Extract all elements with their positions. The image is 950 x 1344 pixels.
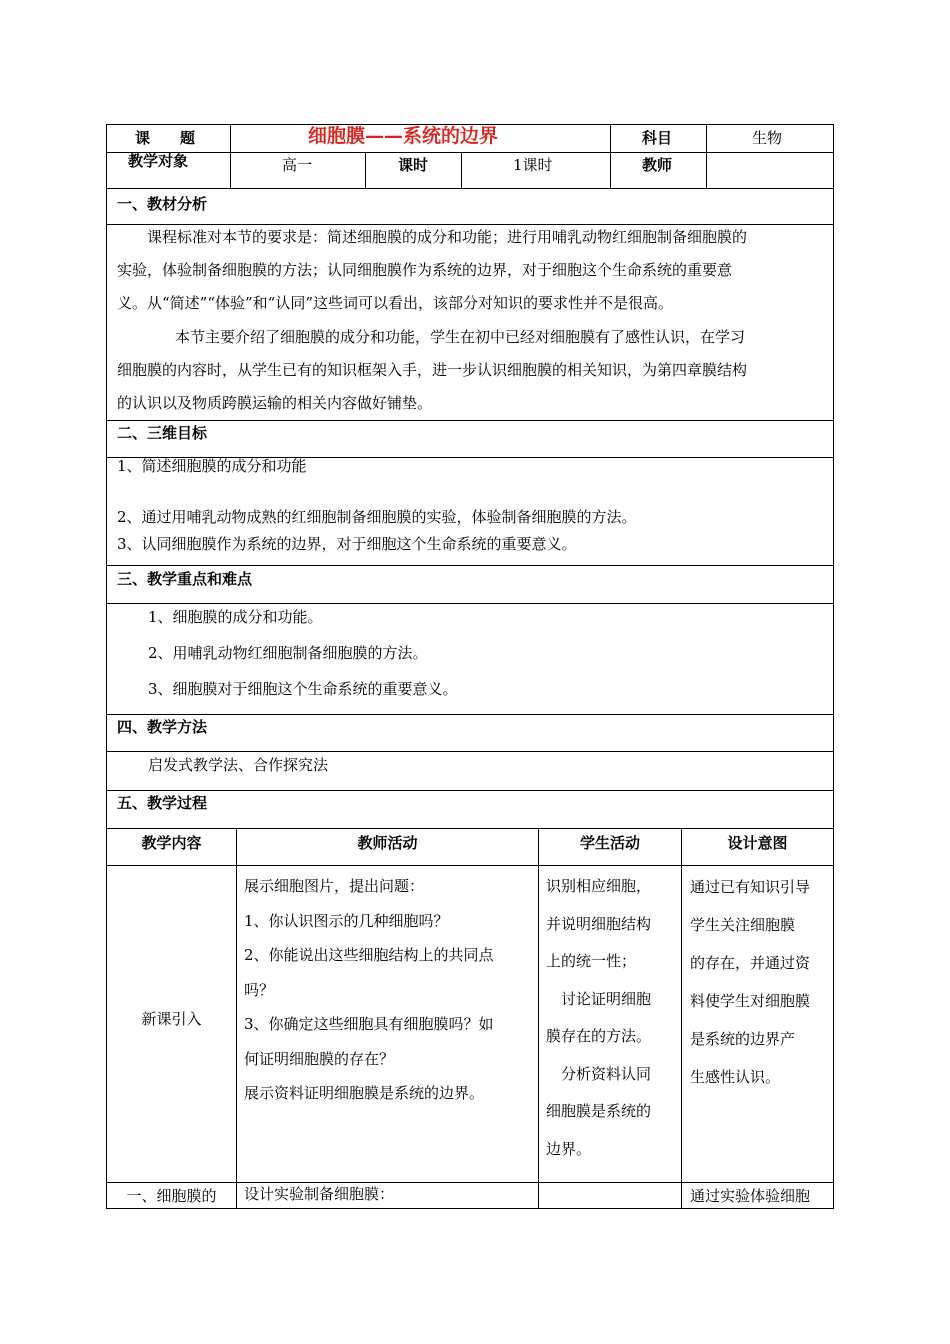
subject-label: 科目 (642, 129, 673, 147)
intent-line: 生感性认识。 (690, 1068, 781, 1086)
keypoint-item-1: 1、细胞膜的成分和功能。 (148, 608, 323, 626)
row2-content: 一、细胞膜的 (126, 1187, 217, 1205)
section-5-heading: 五、教学过程 (117, 794, 208, 812)
student-line: 讨论证明细胞 (546, 989, 652, 1008)
student-line: 并说明细胞结构 (546, 914, 652, 933)
row2-student-cell (538, 1182, 682, 1209)
s1-p2-line: 的认识以及物质跨膜运输的相关内容做好铺垫。 (117, 394, 433, 412)
s1-p1-line: 课程标准对本节的要求是：简述细胞膜的成分和功能；进行用哺乳动物红细胞制备细胞膜的 (147, 228, 748, 246)
hours-value: 1课时 (513, 156, 553, 174)
keypoint-item-2: 2、用哺乳动物红细胞制备细胞膜的方法。 (148, 644, 428, 662)
section-3-heading: 三、教学重点和难点 (117, 570, 253, 588)
intent-line: 是系统的边界产 (690, 1030, 796, 1048)
row1-teacher-activity (244, 869, 494, 1111)
teacher-line: 展示细胞图片，提出问题： (244, 877, 425, 895)
process-header-intent: 设计意图 (727, 834, 788, 852)
section-2-heading: 二、三维目标 (117, 424, 208, 442)
teacher-line: 1、你认识图示的几种细胞吗？ (244, 911, 449, 930)
s1-p2-line: 细胞膜的内容时，从学生已有的知识框架入手，进一步认识细胞膜的相关知识，为第四章膜结构 (117, 361, 748, 379)
teacher-label: 教师 (642, 156, 673, 174)
page-title: 细胞膜——系统的边界 (308, 125, 499, 147)
student-line: 膜存在的方法。 (546, 1027, 652, 1045)
student-line: 上的统一性； (546, 952, 637, 970)
row1-student-activity (546, 868, 651, 1168)
s1-p1-line: 实验，体验制备细胞膜的方法；认同细胞膜作为系统的边界，对于细胞这个生命系统的重要意 (117, 261, 733, 279)
section-1-heading: 一、教材分析 (117, 195, 208, 213)
goal-item-3: 3、认同细胞膜作为系统的边界，对于细胞这个生命系统的重要意义。 (117, 535, 577, 553)
goal-item-2: 2、通过用哺乳动物成熟的红细胞制备细胞膜的实验，体验制备细胞膜的方法。 (117, 508, 637, 526)
teacher-line: 展示资料证明细胞膜是系统的边界。 (244, 1084, 485, 1102)
section-2-heading-cell (106, 420, 834, 458)
intent-line: 的存在，并通过资 (690, 954, 811, 972)
student-line: 细胞膜是系统的 (546, 1102, 652, 1120)
audience-value: 高一 (282, 156, 313, 174)
row2-teacher-activity: 设计实验制备细胞膜： (244, 1185, 395, 1203)
keypoint-item-3: 3、细胞膜对于细胞这个生命系统的重要意义。 (148, 680, 458, 698)
section-1-heading-cell (106, 188, 834, 225)
student-line: 识别相应细胞， (546, 877, 652, 895)
s1-p1-line: 义。从“简述”“体验”和“认同”这些词可以看出，该部分对知识的要求性并不是很高。 (117, 294, 674, 312)
teacher-line: 3、你确定这些细胞具有细胞膜吗？如 (244, 1015, 494, 1033)
section-1-paragraph-2 (117, 321, 829, 420)
hours-label: 课时 (398, 156, 429, 174)
teacher-line: 2、你能说出这些细胞结构上的共同点 (244, 946, 494, 964)
header-teacher-value-cell (706, 152, 834, 189)
teacher-line: 何证明细胞膜的存在？ (244, 1049, 395, 1068)
s1-p2-line: 本节主要介绍了细胞膜的成分和功能，学生在初中已经对细胞膜有了感性认识，在学习 (175, 328, 746, 346)
section-5-heading-cell (106, 790, 834, 829)
intent-line: 学生关注细胞膜 (690, 916, 796, 934)
subject-value: 生物 (752, 129, 783, 147)
intent-line: 料使学生对细胞膜 (690, 992, 811, 1010)
topic-label: 课 题 (135, 129, 196, 147)
audience-label: 教学对象 (128, 152, 189, 170)
intent-line: 通过已有知识引导 (690, 878, 811, 896)
method-text: 启发式教学法、合作探究法 (148, 756, 329, 774)
section-4-heading-cell (106, 714, 834, 752)
row2-design-intent: 通过实验体验细胞 (690, 1187, 811, 1205)
row1-design-intent (690, 868, 810, 1096)
process-header-student: 学生活动 (579, 834, 640, 852)
process-header-teacher: 教师活动 (357, 834, 418, 852)
teacher-line: 吗？ (244, 980, 275, 999)
student-line: 分析资料认同 (546, 1064, 652, 1083)
student-line: 边界。 (546, 1139, 592, 1158)
goal-item-1: 1、简述细胞膜的成分和功能 (117, 457, 307, 475)
process-header-content: 教学内容 (141, 834, 202, 852)
row1-content: 新课引入 (141, 1010, 202, 1028)
section-4-heading: 四、教学方法 (117, 718, 208, 736)
section-1-paragraph-1 (117, 221, 829, 320)
